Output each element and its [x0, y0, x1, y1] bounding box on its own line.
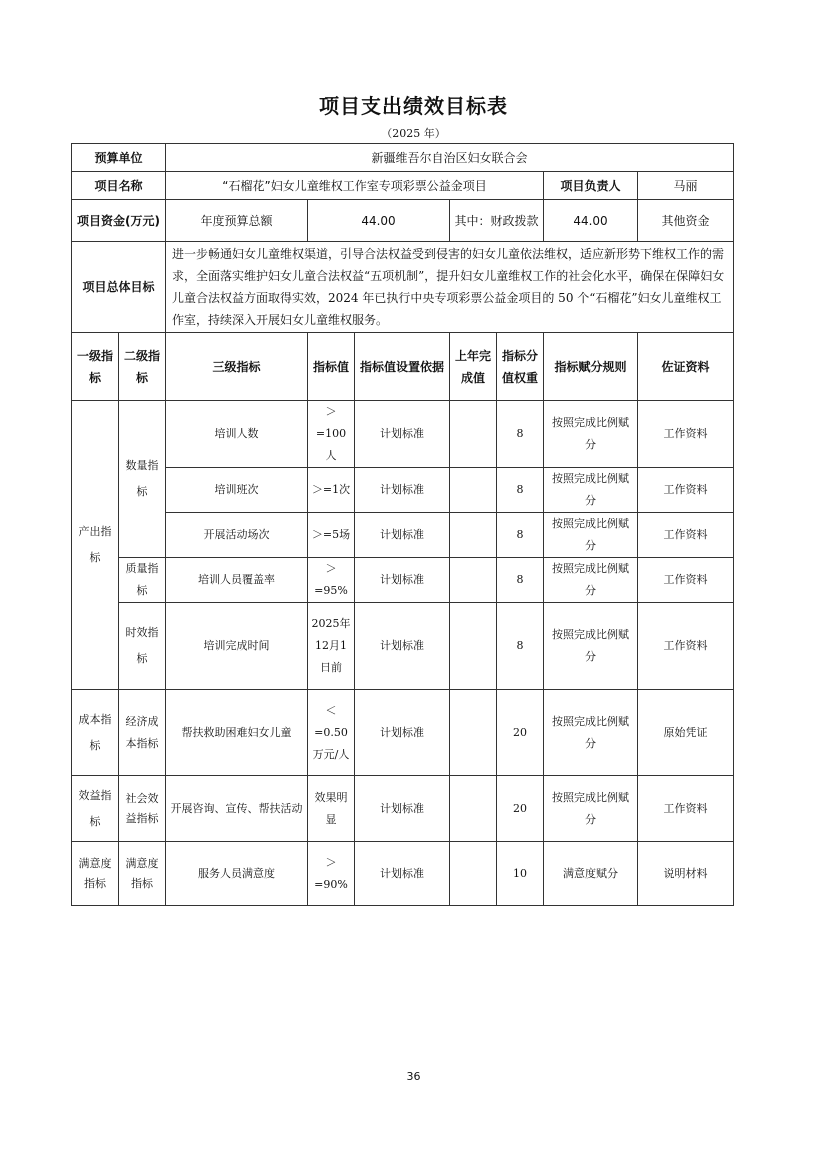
table-row	[72, 842, 734, 906]
table-row	[72, 776, 734, 842]
table-row	[72, 513, 734, 558]
annual-budget-label: 年度预算总额	[166, 200, 308, 242]
indicator-last-year	[450, 513, 497, 558]
indicator-value: 2025年12月1日前	[308, 603, 355, 690]
indicator-last-year	[450, 401, 497, 468]
goal-text: 进一步畅通妇女儿童维权渠道，引导合法权益受到侵害的妇女儿童依法维权，适应新形势下维权工作的需求，全面落实维护妇女儿童合法权益“五项机制”，提升妇女儿童维权工作的社会化水平，确保在保障妇女儿童合法权益方面取得实效，2024 年已执行中央专项彩票公益金项目的 50 个“石榴花”妇女儿童维权工作室，持续深入开展妇女儿童维权服务。	[166, 242, 734, 333]
project-name-row	[72, 172, 734, 200]
annual-budget-value: 44.00	[308, 200, 450, 242]
header-weight: 指标分值权重	[497, 333, 544, 401]
indicator-weight: 20	[497, 690, 544, 776]
indicator-value: ＜=0.50万元/人	[308, 690, 355, 776]
fiscal-label: 其中：财政拨款	[450, 200, 544, 242]
table-row	[72, 603, 734, 690]
table-row	[72, 558, 734, 603]
indicator-basis: 计划标准	[355, 603, 450, 690]
unit-row	[72, 144, 734, 172]
indicator-weight: 20	[497, 776, 544, 842]
indicator-rule: 按照完成比例赋分	[544, 776, 638, 842]
indicator-name: 培训人数	[166, 401, 308, 468]
header-level3: 三级指标	[166, 333, 308, 401]
subgroup-quality: 质量指标	[119, 558, 166, 603]
group-benefit: 效益指标	[72, 776, 119, 842]
indicator-name: 开展活动场次	[166, 513, 308, 558]
indicator-evidence: 工作资料	[638, 513, 734, 558]
indicator-value: ＞=100人	[308, 401, 355, 468]
table-row	[72, 468, 734, 513]
year-label: （2025 年）	[381, 127, 446, 140]
goal-row	[72, 242, 734, 333]
funds-label: 项目资金(万元)	[72, 200, 166, 242]
indicator-name: 培训完成时间	[166, 603, 308, 690]
indicator-value: ＞=95%	[308, 558, 355, 603]
indicator-rule: 按照完成比例赋分	[544, 513, 638, 558]
indicator-rule: 按照完成比例赋分	[544, 690, 638, 776]
indicator-basis: 计划标准	[355, 690, 450, 776]
indicator-basis: 计划标准	[355, 513, 450, 558]
table-row	[72, 401, 734, 468]
indicator-evidence: 工作资料	[638, 603, 734, 690]
leader-value: 马丽	[638, 172, 734, 200]
indicator-weight: 10	[497, 842, 544, 906]
indicator-value: ＞=5场	[308, 513, 355, 558]
leader-label: 项目负责人	[544, 172, 638, 200]
indicator-basis: 计划标准	[355, 776, 450, 842]
fiscal-value: 44.00	[544, 200, 638, 242]
indicator-rule: 按照完成比例赋分	[544, 558, 638, 603]
indicator-rule: 按照完成比例赋分	[544, 401, 638, 468]
indicator-weight: 8	[497, 603, 544, 690]
indicator-last-year	[450, 603, 497, 690]
indicator-last-year	[450, 558, 497, 603]
indicator-weight: 8	[497, 513, 544, 558]
header-level1: 一级指标	[72, 333, 119, 401]
indicator-rule: 满意度赋分	[544, 842, 638, 906]
indicator-weight: 8	[497, 468, 544, 513]
indicator-name: 开展咨询、宣传、帮扶活动	[166, 776, 308, 842]
indicator-last-year	[450, 842, 497, 906]
other-funds-label: 其他资金	[638, 200, 734, 242]
indicator-basis: 计划标准	[355, 468, 450, 513]
indicator-last-year	[450, 690, 497, 776]
header-value: 指标值	[308, 333, 355, 401]
indicator-name: 培训班次	[166, 468, 308, 513]
indicator-last-year	[450, 776, 497, 842]
indicator-last-year	[450, 468, 497, 513]
indicator-weight: 8	[497, 401, 544, 468]
subgroup-timeliness: 时效指标	[119, 603, 166, 690]
indicator-name: 培训人员覆盖率	[166, 558, 308, 603]
indicator-evidence: 工作资料	[638, 558, 734, 603]
indicator-evidence: 工作资料	[638, 776, 734, 842]
subgroup-economic: 经济成本指标	[119, 690, 166, 776]
project-name-label: 项目名称	[72, 172, 166, 200]
header-last-year: 上年完成值	[450, 333, 497, 401]
indicator-name: 帮扶救助困难妇女儿童	[166, 690, 308, 776]
performance-table	[71, 143, 734, 906]
header-basis: 指标值设置依据	[355, 333, 450, 401]
indicator-basis: 计划标准	[355, 842, 450, 906]
subgroup-satisfaction: 满意度指标	[119, 842, 166, 906]
indicator-evidence: 说明材料	[638, 842, 734, 906]
indicator-value: 效果明显	[308, 776, 355, 842]
project-name-value: “石榴花”妇女儿童维权工作室专项彩票公益金项目	[166, 172, 544, 200]
indicator-basis: 计划标准	[355, 401, 450, 468]
group-cost: 成本指标	[72, 690, 119, 776]
funds-row	[72, 200, 734, 242]
header-evidence: 佐证资料	[638, 333, 734, 401]
group-satisfaction: 满意度指标	[72, 842, 119, 906]
indicator-rule: 按照完成比例赋分	[544, 468, 638, 513]
group-output: 产出指标	[72, 401, 119, 690]
indicator-weight: 8	[497, 558, 544, 603]
subgroup-quantity: 数量指标	[119, 401, 166, 558]
indicator-evidence: 工作资料	[638, 468, 734, 513]
indicator-value: ＞=1次	[308, 468, 355, 513]
unit-label: 预算单位	[72, 144, 166, 172]
unit-value: 新疆维吾尔自治区妇女联合会	[166, 144, 734, 172]
header-level2: 二级指标	[119, 333, 166, 401]
page-number: 36	[406, 1070, 421, 1083]
indicator-name: 服务人员满意度	[166, 842, 308, 906]
indicator-evidence: 工作资料	[638, 401, 734, 468]
indicator-rule: 按照完成比例赋分	[544, 603, 638, 690]
indicator-value: ＞=90%	[308, 842, 355, 906]
subgroup-social: 社会效益指标	[119, 776, 166, 842]
goal-label: 项目总体目标	[72, 242, 166, 333]
page-title: 项目支出绩效目标表	[319, 94, 508, 118]
header-rule: 指标赋分规则	[544, 333, 638, 401]
header-row	[72, 333, 734, 401]
table-row	[72, 690, 734, 776]
indicator-basis: 计划标准	[355, 558, 450, 603]
indicator-evidence: 原始凭证	[638, 690, 734, 776]
